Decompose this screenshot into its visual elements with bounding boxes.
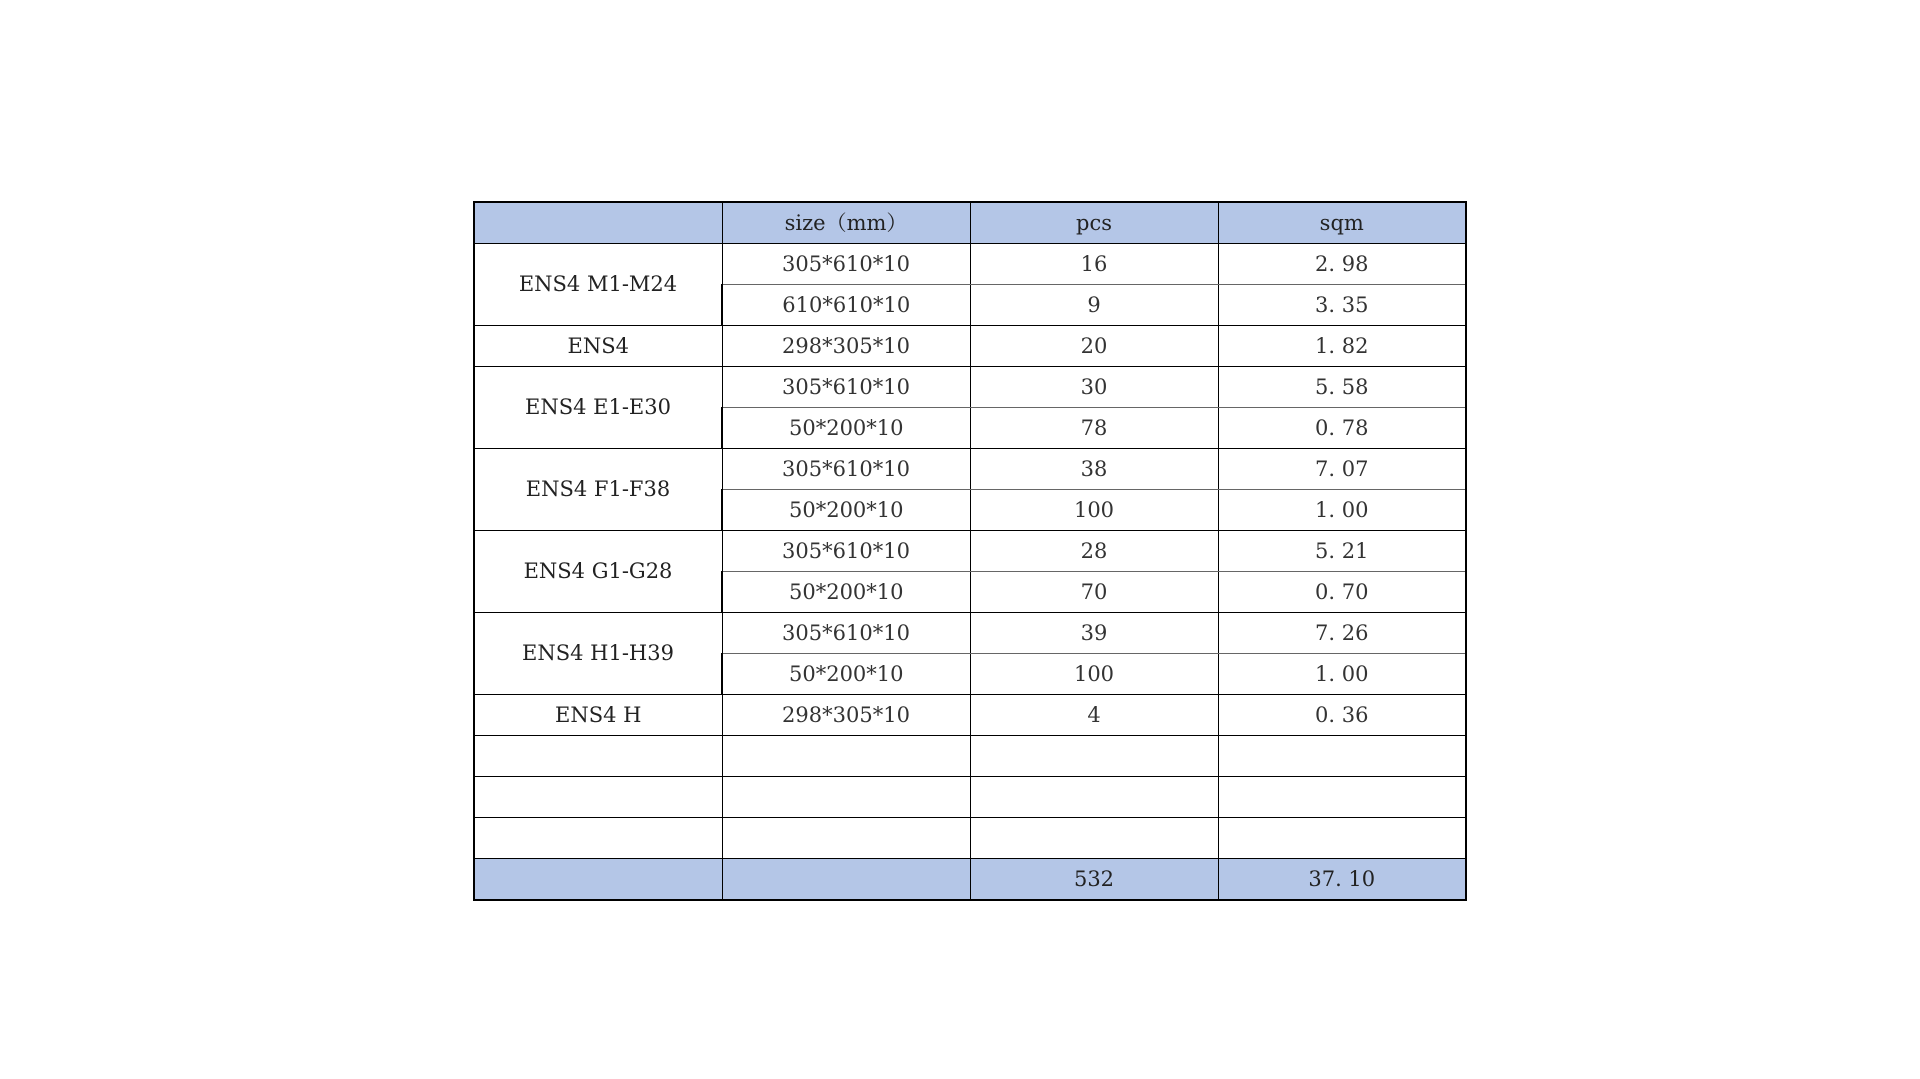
size-cell: 305*610*10 (722, 449, 970, 490)
header-row (474, 202, 1466, 244)
empty-row (474, 777, 1466, 818)
table-row (474, 695, 1466, 736)
empty-cell (970, 818, 1218, 859)
pcs-cell: 20 (970, 326, 1218, 367)
group-label-cell: ENS4 M1-M24 (474, 244, 722, 326)
table-row (474, 367, 1466, 408)
sqm-cell: 7. 26 (1218, 613, 1466, 654)
size-cell: 50*200*10 (722, 490, 970, 531)
header-cell-label (474, 202, 722, 244)
size-cell: 50*200*10 (722, 572, 970, 613)
group-label-cell: ENS4 F1-F38 (474, 449, 722, 531)
pcs-cell: 78 (970, 408, 1218, 449)
size-cell: 305*610*10 (722, 244, 970, 285)
pcs-cell: 100 (970, 654, 1218, 695)
empty-cell (970, 736, 1218, 777)
sqm-cell: 1. 82 (1218, 326, 1466, 367)
group-label-cell: ENS4 H1-H39 (474, 613, 722, 695)
pcs-cell: 9 (970, 285, 1218, 326)
sqm-cell: 3. 35 (1218, 285, 1466, 326)
empty-cell (474, 818, 722, 859)
size-cell: 50*200*10 (722, 654, 970, 695)
empty-cell (1218, 736, 1466, 777)
sqm-cell: 0. 36 (1218, 695, 1466, 736)
group-label-cell: ENS4 H (474, 695, 722, 736)
size-cell: 305*610*10 (722, 531, 970, 572)
sqm-cell: 7. 07 (1218, 449, 1466, 490)
empty-cell (474, 736, 722, 777)
table-row (474, 326, 1466, 367)
empty-row (474, 818, 1466, 859)
sqm-cell: 2. 98 (1218, 244, 1466, 285)
size-cell: 50*200*10 (722, 408, 970, 449)
total-label-cell (474, 859, 722, 901)
group-label-cell: ENS4 E1-E30 (474, 367, 722, 449)
pcs-cell: 38 (970, 449, 1218, 490)
empty-cell (1218, 818, 1466, 859)
header-cell-pcs: pcs (970, 202, 1218, 244)
empty-cell (722, 818, 970, 859)
sqm-cell: 0. 78 (1218, 408, 1466, 449)
sqm-cell: 1. 00 (1218, 654, 1466, 695)
sqm-cell: 5. 21 (1218, 531, 1466, 572)
group-label-cell: ENS4 (474, 326, 722, 367)
pcs-cell: 4 (970, 695, 1218, 736)
group-label-cell: ENS4 G1-G28 (474, 531, 722, 613)
empty-cell (722, 736, 970, 777)
size-cell: 305*610*10 (722, 613, 970, 654)
table-row (474, 613, 1466, 654)
size-cell: 305*610*10 (722, 367, 970, 408)
empty-row (474, 736, 1466, 777)
table-row (474, 449, 1466, 490)
packing-table (473, 201, 1467, 901)
table-row (474, 531, 1466, 572)
pcs-cell: 30 (970, 367, 1218, 408)
table-row (474, 244, 1466, 285)
pcs-cell: 100 (970, 490, 1218, 531)
sqm-cell: 0. 70 (1218, 572, 1466, 613)
size-cell: 298*305*10 (722, 326, 970, 367)
empty-cell (970, 777, 1218, 818)
pcs-cell: 39 (970, 613, 1218, 654)
pcs-cell: 28 (970, 531, 1218, 572)
size-cell: 610*610*10 (722, 285, 970, 326)
empty-cell (474, 777, 722, 818)
sqm-cell: 5. 58 (1218, 367, 1466, 408)
total-size-cell (722, 859, 970, 901)
pcs-cell: 70 (970, 572, 1218, 613)
sqm-cell: 1. 00 (1218, 490, 1466, 531)
empty-cell (722, 777, 970, 818)
pcs-cell: 16 (970, 244, 1218, 285)
header-cell-size: size（mm） (722, 202, 970, 244)
total-sqm-cell: 37. 10 (1218, 859, 1466, 901)
header-cell-sqm: sqm (1218, 202, 1466, 244)
total-row (474, 859, 1466, 901)
empty-cell (1218, 777, 1466, 818)
total-pcs-cell: 532 (970, 859, 1218, 901)
table-body (474, 202, 1466, 900)
size-cell: 298*305*10 (722, 695, 970, 736)
